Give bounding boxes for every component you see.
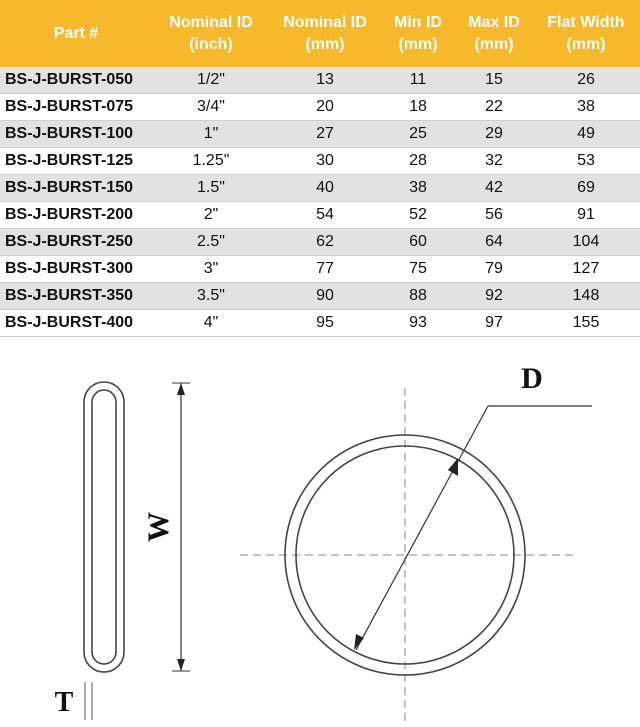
cell-max-id: 97: [456, 310, 532, 337]
cell-nominal-mm: 13: [270, 67, 380, 94]
cell-nominal-mm: 77: [270, 256, 380, 283]
cell-min-id: 18: [380, 94, 456, 121]
table-row: [0, 229, 640, 256]
cell-nominal-inch: 1.5": [152, 175, 270, 202]
cell-part-number: BS-J-BURST-125: [0, 148, 152, 175]
spec-table: [0, 0, 640, 337]
header-nominal-id-inch: Nominal ID (inch): [152, 0, 270, 67]
cell-min-id: 60: [380, 229, 456, 256]
cell-min-id: 25: [380, 121, 456, 148]
cell-max-id: 92: [456, 283, 532, 310]
cell-flat-width: 49: [532, 121, 640, 148]
cell-part-number: BS-J-BURST-200: [0, 202, 152, 229]
cell-part-number: BS-J-BURST-400: [0, 310, 152, 337]
cell-max-id: 79: [456, 256, 532, 283]
cell-nominal-mm: 54: [270, 202, 380, 229]
cell-max-id: 22: [456, 94, 532, 121]
thickness-marks: [85, 682, 92, 720]
header-part-number: Part #: [0, 0, 152, 67]
cell-flat-width: 155: [532, 310, 640, 337]
cell-nominal-mm: 40: [270, 175, 380, 202]
cell-nominal-inch: 1": [152, 121, 270, 148]
table-row: [0, 94, 640, 121]
cell-part-number: BS-J-BURST-050: [0, 67, 152, 94]
cell-nominal-mm: 30: [270, 148, 380, 175]
cell-min-id: 52: [380, 202, 456, 229]
cell-flat-width: 26: [532, 67, 640, 94]
table-row: [0, 283, 640, 310]
cell-flat-width: 104: [532, 229, 640, 256]
table-row: [0, 202, 640, 229]
cell-nominal-inch: 2": [152, 202, 270, 229]
cell-nominal-mm: 20: [270, 94, 380, 121]
cell-part-number: BS-J-BURST-300: [0, 256, 152, 283]
cell-part-number: BS-J-BURST-075: [0, 94, 152, 121]
cell-flat-width: 38: [532, 94, 640, 121]
cell-flat-width: 148: [532, 283, 640, 310]
cell-min-id: 28: [380, 148, 456, 175]
header-nominal-id-mm: Nominal ID (mm): [270, 0, 380, 67]
cell-flat-width: 127: [532, 256, 640, 283]
width-label: W: [142, 512, 175, 542]
cell-nominal-inch: 2.5": [152, 229, 270, 256]
table-row: [0, 175, 640, 202]
cell-max-id: 64: [456, 229, 532, 256]
table-row: [0, 121, 640, 148]
table-row: [0, 67, 640, 94]
diameter-dimension-line: [354, 406, 592, 650]
cell-nominal-mm: 90: [270, 283, 380, 310]
cell-min-id: 93: [380, 310, 456, 337]
thickness-label: T: [54, 687, 74, 718]
cell-part-number: BS-J-BURST-150: [0, 175, 152, 202]
cell-flat-width: 53: [532, 148, 640, 175]
cell-nominal-inch: 3": [152, 256, 270, 283]
cell-max-id: 42: [456, 175, 532, 202]
cell-max-id: 29: [456, 121, 532, 148]
header-max-id: Max ID (mm): [456, 0, 532, 67]
cell-min-id: 38: [380, 175, 456, 202]
table-row: [0, 148, 640, 175]
cell-max-id: 32: [456, 148, 532, 175]
cell-nominal-inch: 1.25": [152, 148, 270, 175]
flat-hose-outline: [84, 382, 124, 672]
header-min-id: Min ID (mm): [380, 0, 456, 67]
table-header-row: [0, 0, 640, 67]
cell-flat-width: 69: [532, 175, 640, 202]
cell-nominal-inch: 3/4": [152, 94, 270, 121]
cell-max-id: 15: [456, 67, 532, 94]
header-flat-width: Flat Width (mm): [532, 0, 640, 67]
cell-nominal-mm: 95: [270, 310, 380, 337]
diameter-label: D: [521, 362, 543, 395]
cell-part-number: BS-J-BURST-100: [0, 121, 152, 148]
cell-nominal-mm: 27: [270, 121, 380, 148]
table-row: [0, 310, 640, 337]
cell-nominal-inch: 3.5": [152, 283, 270, 310]
cell-nominal-inch: 1/2": [152, 67, 270, 94]
cell-nominal-inch: 4": [152, 310, 270, 337]
cell-flat-width: 91: [532, 202, 640, 229]
cell-part-number: BS-J-BURST-250: [0, 229, 152, 256]
hose-dimension-diagram: [0, 340, 640, 727]
cell-max-id: 56: [456, 202, 532, 229]
cell-min-id: 75: [380, 256, 456, 283]
cell-min-id: 88: [380, 283, 456, 310]
cell-nominal-mm: 62: [270, 229, 380, 256]
cell-min-id: 11: [380, 67, 456, 94]
cell-part-number: BS-J-BURST-350: [0, 283, 152, 310]
table-row: [0, 256, 640, 283]
